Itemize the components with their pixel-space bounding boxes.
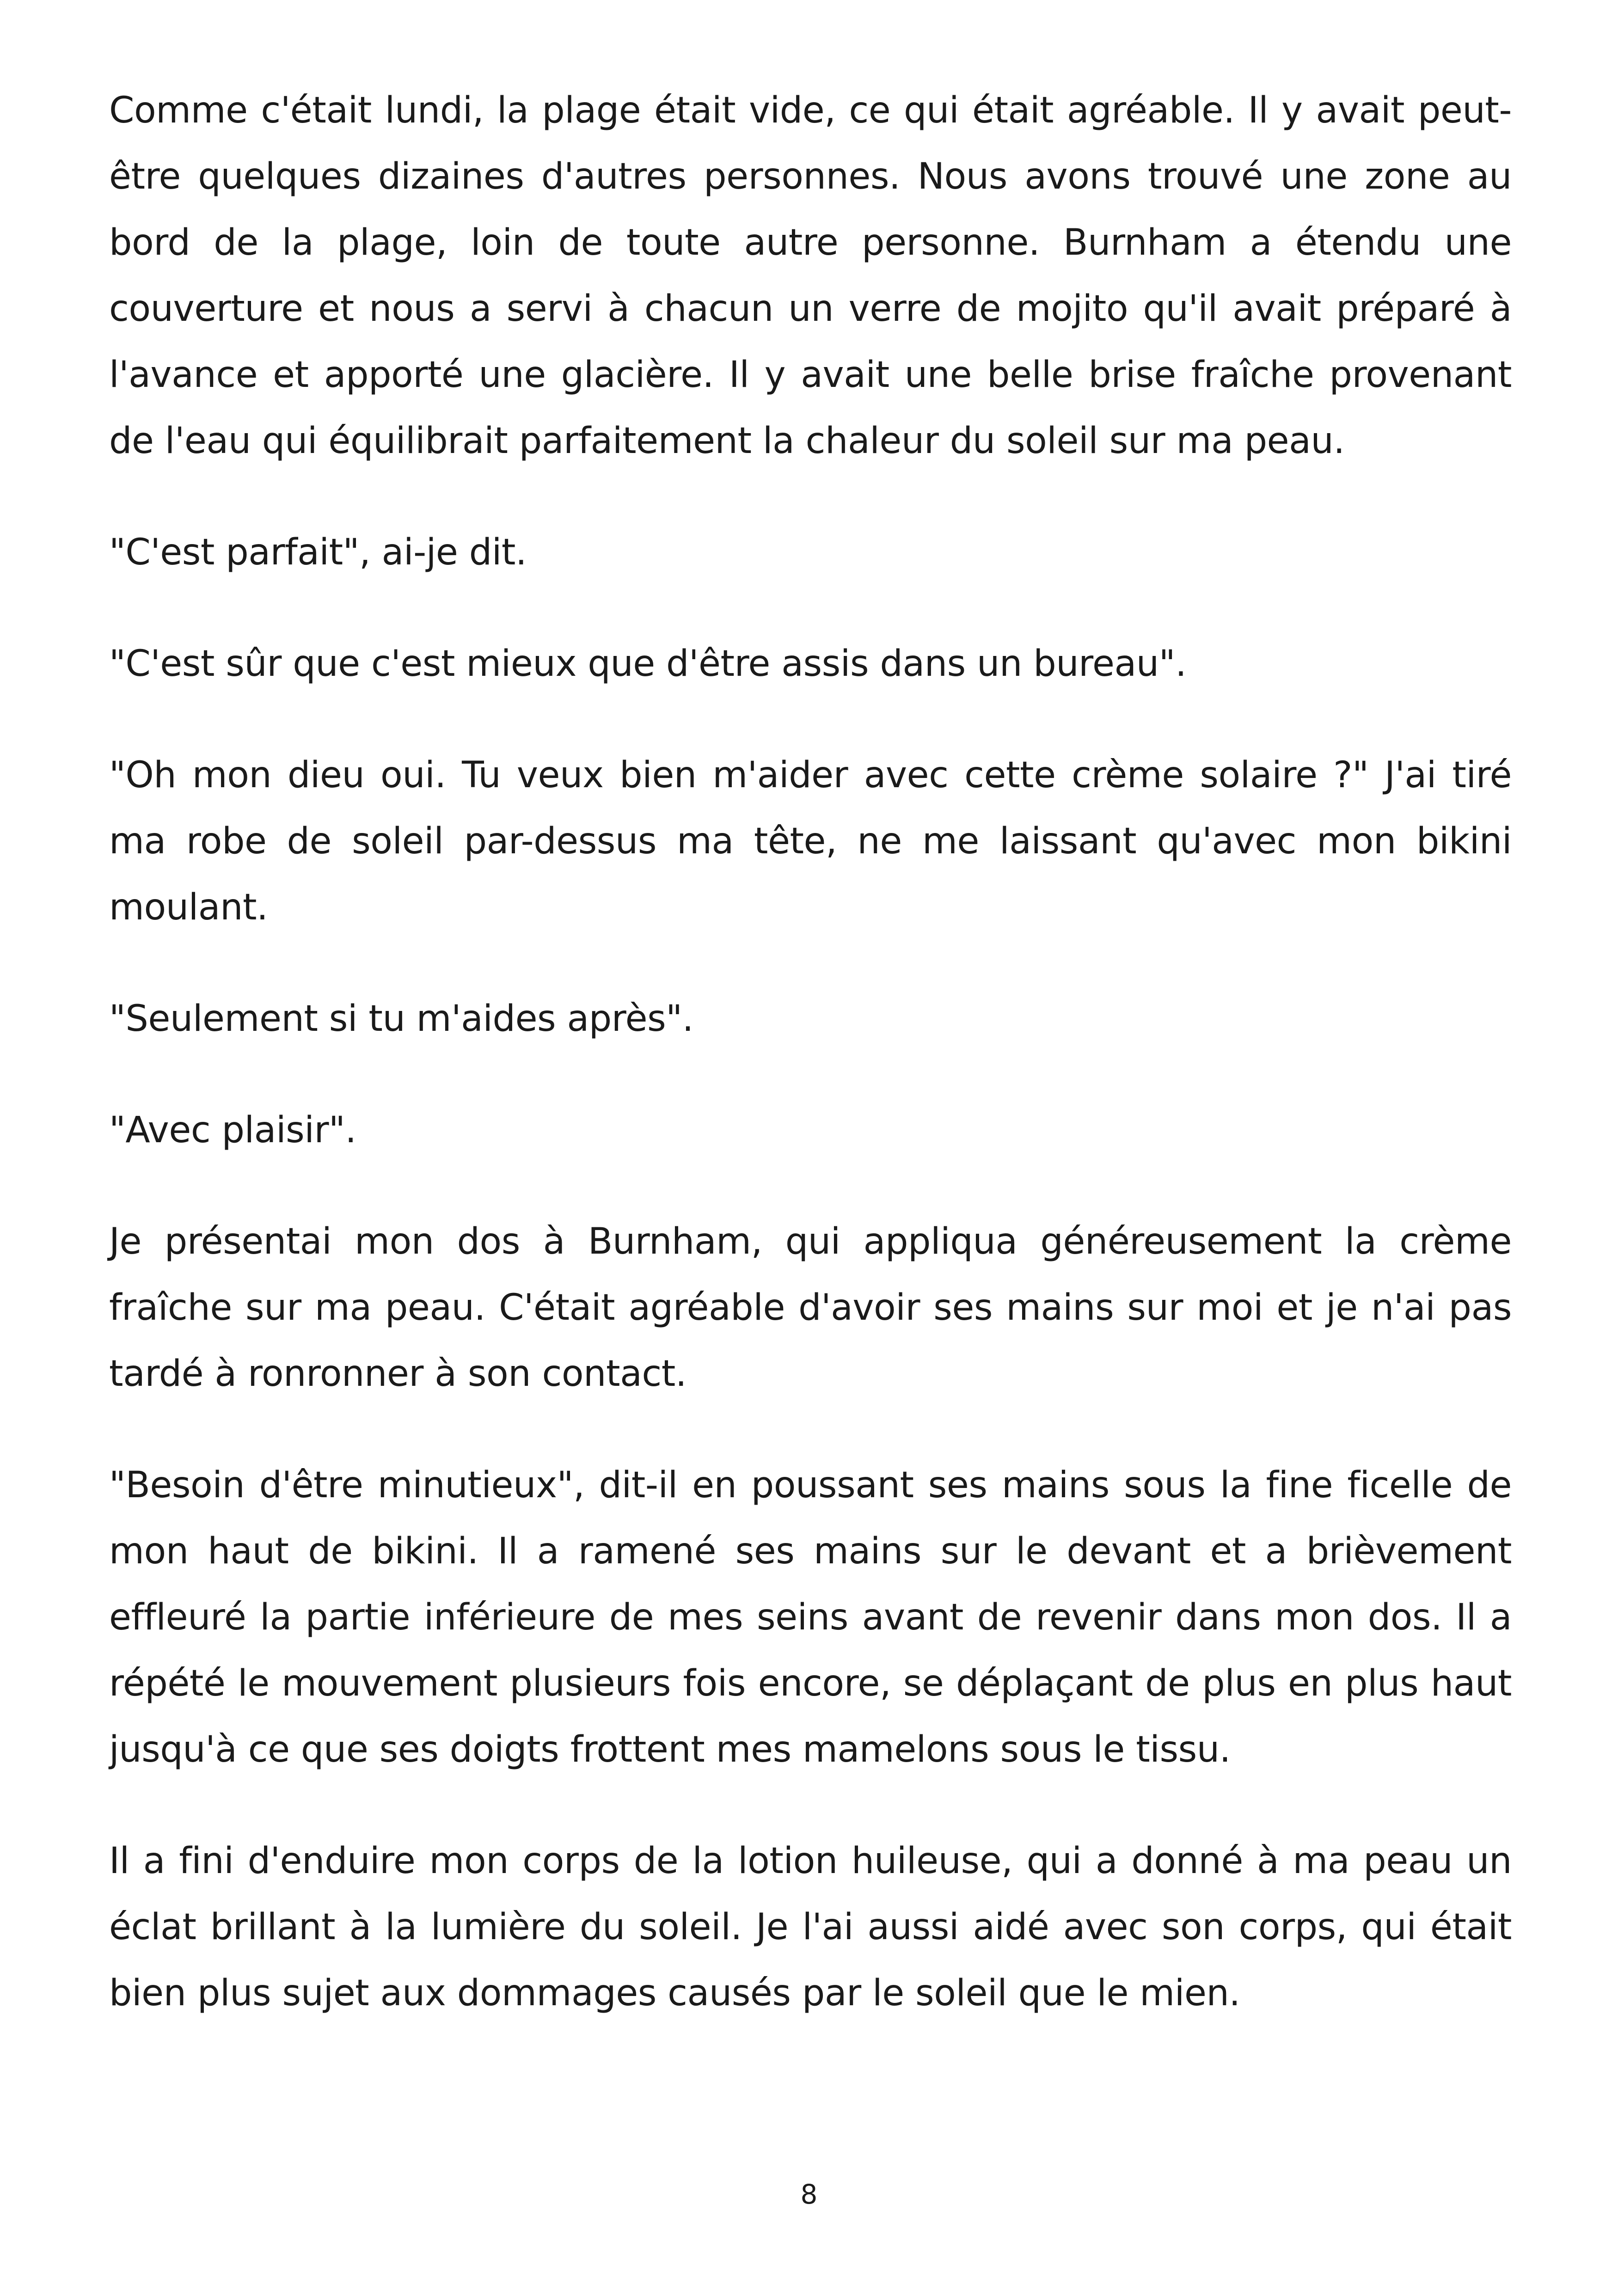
paragraph-dialogue-plaisir: "Avec plaisir". <box>109 1109 356 1151</box>
paragraph-dialogue-parfait: "C'est parfait", ai-je dit. <box>109 532 527 573</box>
page-body <box>109 78 1512 2072</box>
paragraph-minutieux: "Besoin d'être minutieux", dit-il en poussant ses mains sous la fine ficelle de mon haut de bikini. Il a ramené ses mains sur le devant et a brièvement effleuré la partie inférieure de mes seins avant de revenir dans mon dos. Il a répété le mouvement plusieurs fois encore, se déplaçant de plus en plus haut jusqu'à ce que ses doigts frottent mes mamelons sous le tissu. <box>109 1464 1512 1770</box>
paragraph-lotion-finish: Il a fini d'enduire mon corps de la lotion huileuse, qui a donné à ma peau un éclat brillant à la lumière du soleil. Je l'ai aussi aidé avec son corps, qui était bien plus sujet aux dommages causés par le soleil que le mien. <box>109 1840 1512 2014</box>
page-number: 8 <box>800 2179 818 2210</box>
paragraph-applying-cream: Je présentai mon dos à Burnham, qui appliqua généreusement la crème fraîche sur ma peau. C'était agréable d'avoir ses mains sur moi et je n'ai pas tardé à ronronner à son contact. <box>109 1221 1512 1395</box>
paragraph-sunscreen-request: "Oh mon dieu oui. Tu veux bien m'aider avec cette crème solaire ?" J'ai tiré ma robe de soleil par-dessus ma tête, ne me laissant qu'avec mon bikini moulant. <box>109 754 1512 928</box>
paragraph-dialogue-bureau: "C'est sûr que c'est mieux que d'être assis dans un bureau". <box>109 643 1187 685</box>
paragraph-dialogue-apres: "Seulement si tu m'aides après". <box>109 998 693 1040</box>
paragraph-beach-arrival: Comme c'était lundi, la plage était vide, ce qui était agréable. Il y avait peut-être quelques dizaines d'autres personnes. Nous avons trouvé une zone au bord de la plage, loin de toute autre personne. Burnham a étendu une couverture et nous a servi à chacun un verre de mojito qu'il avait préparé à l'avance et apporté une glacière. Il y avait une belle brise fraîche provenant de l'eau qui équilibrait parfaitement la chaleur du soleil sur ma peau. <box>109 90 1512 462</box>
